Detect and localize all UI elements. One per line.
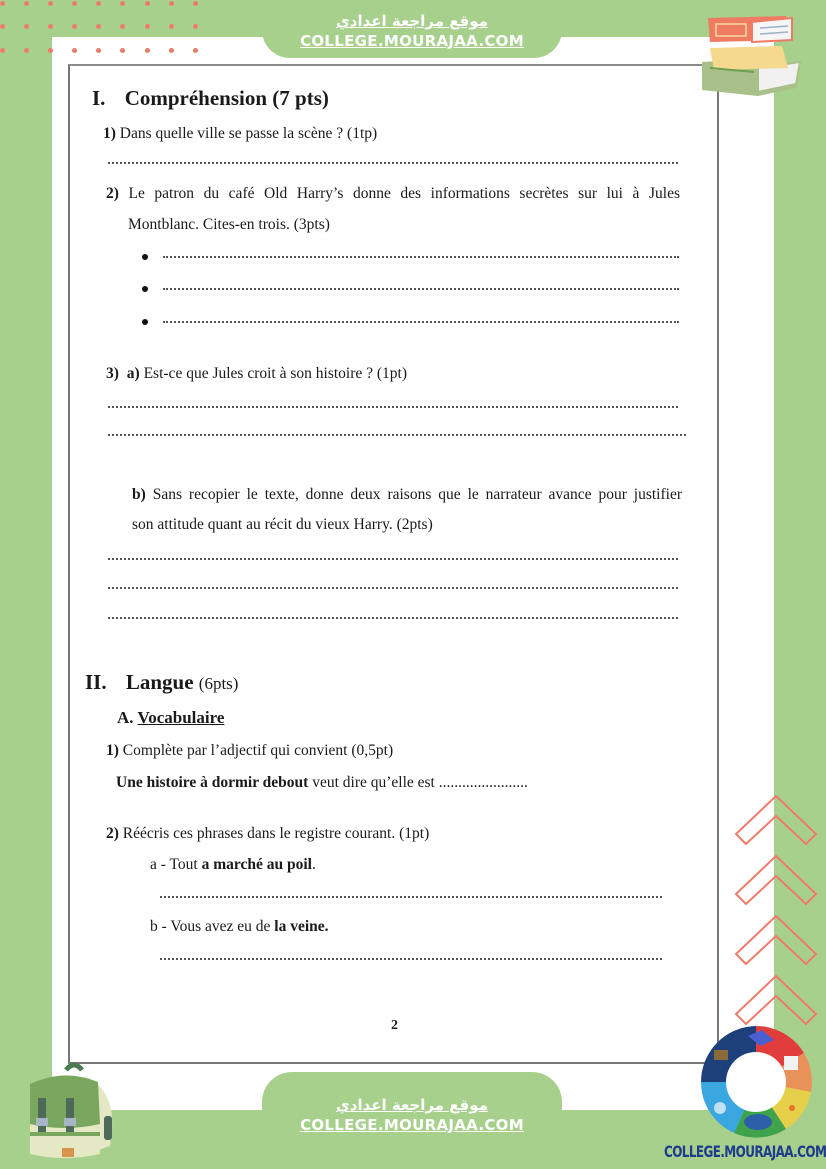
- answer-line[interactable]: [163, 315, 679, 323]
- answer-line[interactable]: [160, 890, 662, 898]
- footer-site-arabic: موقع مراجعة اعدادي: [336, 1096, 488, 1114]
- question-number: 1): [106, 742, 119, 759]
- page-number: 2: [391, 1018, 398, 1033]
- question-text: Complète par l’adjectif qui convient (0,5pt): [122, 742, 394, 759]
- question-2-2b: [150, 917, 329, 937]
- question-text: Réécris ces phrases dans le registre courant. (1pt): [122, 825, 430, 842]
- answer-line[interactable]: [163, 282, 679, 290]
- expression-bold: Une histoire à dormir debout: [116, 774, 309, 791]
- question-number: 3): [106, 365, 119, 382]
- answer-line[interactable]: [108, 428, 686, 436]
- question-label: a): [126, 365, 140, 382]
- question-2-2: [106, 824, 429, 844]
- question-text: Le patron du café Old Harry’s donne des informations secrètes sur lui à Jules: [128, 185, 680, 202]
- bullet-icon: [142, 319, 148, 325]
- expression-bold: la veine.: [274, 918, 329, 935]
- question-number: 2): [106, 185, 119, 202]
- dot-grid: [0, 0, 210, 60]
- question-1-3b-line2: son attitude quant au récit du vieux Harry. (2pts): [132, 516, 433, 533]
- sentence-prefix: a - Tout: [150, 856, 202, 873]
- header-site-arabic: موقع مراجعة اعدادي: [336, 12, 488, 30]
- question-2-1: [106, 741, 393, 761]
- section-2-heading: [85, 670, 238, 695]
- backpack-icon: [14, 1058, 114, 1164]
- bullet-icon: [142, 254, 148, 260]
- answer-line[interactable]: [108, 611, 678, 619]
- question-2-1-sentence: [116, 773, 528, 793]
- header-site-banner: [262, 0, 562, 58]
- sentence-suffix: .: [311, 856, 316, 873]
- answer-line[interactable]: [108, 552, 678, 560]
- question-text: Est-ce que Jules croit à son histoire ? (1pt): [143, 365, 408, 382]
- exam-page: [68, 64, 719, 1064]
- question-text: Dans quelle ville se passe la scène ? (1tp): [119, 125, 378, 142]
- header-site-url[interactable]: COLLEGE.MOURAJAA.COM: [300, 32, 524, 50]
- question-1-3a: [106, 364, 407, 384]
- subsection-vocabulaire: [117, 708, 224, 728]
- question-number: 2): [106, 825, 119, 842]
- section-2-title: Langue: [125, 670, 194, 694]
- chevron-up-icons: [734, 790, 818, 1030]
- answer-line[interactable]: [163, 250, 679, 258]
- school-subjects-wheel-icon: [696, 1024, 818, 1142]
- section-1-number: I.: [92, 86, 106, 110]
- question-1-2-line1: [106, 184, 680, 204]
- section-2-number: II.: [85, 670, 107, 694]
- answer-line[interactable]: [160, 952, 662, 960]
- section-1-heading: [92, 86, 329, 111]
- answer-line[interactable]: [108, 581, 678, 589]
- footer-logo-text[interactable]: COLLEGE.MOURAJAA.COM: [664, 1142, 826, 1162]
- sentence-rest: veut dire qu’elle est .......................: [308, 774, 528, 791]
- answer-line[interactable]: [108, 400, 678, 408]
- question-label: b): [132, 486, 146, 503]
- frame-left: [0, 0, 52, 1169]
- subsection-title: Vocabulaire: [137, 708, 225, 727]
- question-number: 1): [103, 125, 116, 142]
- bullet-icon: [142, 286, 148, 292]
- section-2-points: (6pts): [198, 674, 239, 693]
- subsection-letter: A.: [117, 708, 134, 727]
- answer-line[interactable]: [108, 156, 678, 164]
- books-stack-icon: [696, 10, 806, 98]
- question-1-3b-line1: [132, 485, 682, 505]
- question-text: Sans recopier le texte, donne deux raisons que le narrateur avance pour justifier: [152, 486, 683, 503]
- section-1-title: Compréhension (7 pts): [124, 86, 329, 110]
- question-1-2-line2: Montblanc. Cites-en trois. (3pts): [128, 216, 330, 233]
- expression-bold: a marché au poil: [201, 856, 312, 873]
- sentence-prefix: b - Vous avez eu de: [150, 918, 275, 935]
- footer-site-banner: [262, 1072, 562, 1169]
- footer-site-url[interactable]: COLLEGE.MOURAJAA.COM: [300, 1116, 524, 1134]
- question-2-2a: [150, 855, 316, 875]
- question-1-1: [103, 124, 377, 144]
